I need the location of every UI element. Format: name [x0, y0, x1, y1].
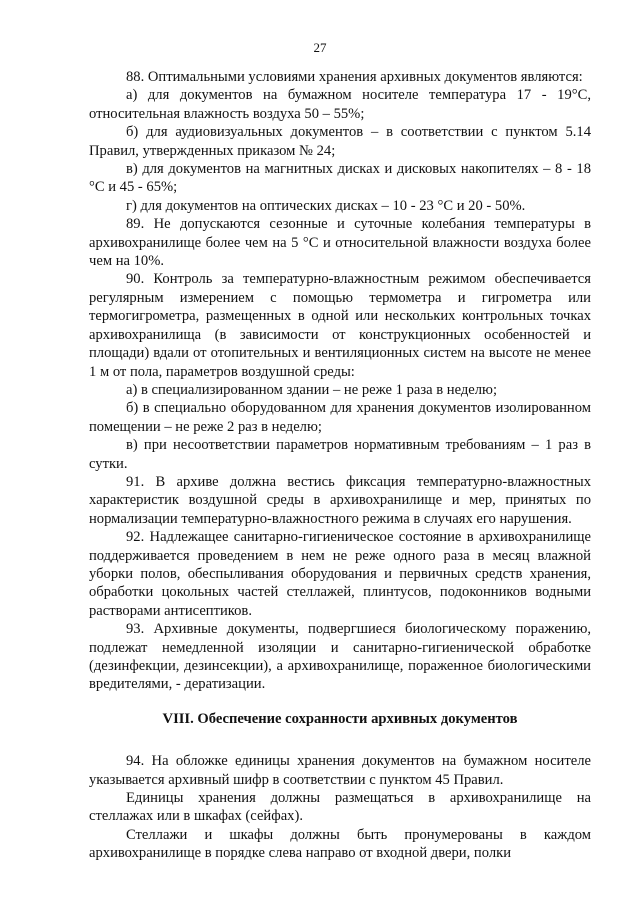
paragraph-88a: а) для документов на бумажном носителе температура 17 - 19°С, относительная влажность воздуха 50 – 55%;: [89, 87, 591, 122]
paragraph-91: 91. В архиве должна вестись фиксация температурно-влажностных характеристик воздушной среды в архивохранилище и мер, принятых по нормализации температурно-влажностного режима в случаях его нарушения.: [89, 473, 591, 527]
paragraph-94-shelves: Стеллажи и шкафы должны быть пронумерованы в каждом архивохранилище в порядке слева направо от входной двери, полки: [89, 826, 591, 862]
paragraph-88v: в) для документов на магнитных дисках и дисковых накопителях – 8 - 18 °С и 45 - 65%;: [89, 161, 591, 196]
document-body: [89, 68, 591, 863]
paragraph-90a: а) в специализированном здании – не реже 1 раза в неделю;: [126, 381, 498, 398]
paragraph-94-storage: Единицы хранения должны размещаться в архивохранилище на стеллажах или в шкафах (сейфах).: [89, 790, 591, 825]
paragraph-88g: г) для документов на оптических дисках – 10 - 23 °С и 20 - 50%.: [126, 197, 526, 214]
paragraph-90v: в) при несоответствии параметров нормативным требованиям – 1 раз в сутки.: [89, 437, 591, 472]
paragraph-94: 94. На обложке единицы хранения документов на бумажном носителе указывается архивный шифр в соответствии с пунктом 45 Правил.: [89, 753, 591, 788]
paragraph-88b: б) для аудиовизуальных документов – в соответствии с пунктом 5.14 Правил, утвержденных приказом № 24;: [89, 124, 591, 159]
paragraph-92: 92. Надлежащее санитарно-гигиеническое состояние в архивохранилище поддерживается проведением в нем не реже одного раза в месяц влажной уборки полов, обеспыливания оборудования и первичных средств хранения, обработки цокольных частей стеллажей, плинтусов, подоконников водными растворами антисептиков.: [89, 529, 591, 619]
paragraph-90b: б) в специально оборудованном для хранения документов изолированном помещении – не реже 2 раз в неделю;: [89, 400, 591, 435]
paragraph-93: 93. Архивные документы, подвергшиеся биологическому поражению, подлежат немедленной изоляции и санитарно-гигиенической обработке (дезинфекции, дезинсекции), а архивохранилище, пораженное биологическими вредителями, - дератизации.: [89, 621, 591, 693]
paragraph-90: 90. Контроль за температурно-влажностным режимом обеспечивается регулярным измерением с помощью термометра и гигрометра или термогигрометра, размещенных в одной или нескольких контрольных точках архивохранилища (в зависимости от конструкционных особенностей и площади) вдали от отопительных и вентиляционных систем на высоте не менее 1 м от пола, параметров воздушной среды:: [89, 271, 591, 380]
page-number: 27: [313, 40, 327, 55]
section-heading: VIII. Обеспечение сохранности архивных документов: [162, 710, 518, 727]
paragraph-88: 88. Оптимальными условиями хранения архивных документов являются:: [126, 69, 583, 85]
paragraph-89: 89. Не допускаются сезонные и суточные колебания температуры в архивохранилище более чем на 5 °С и относительной влажности воздуха более чем на 10%.: [89, 216, 591, 270]
